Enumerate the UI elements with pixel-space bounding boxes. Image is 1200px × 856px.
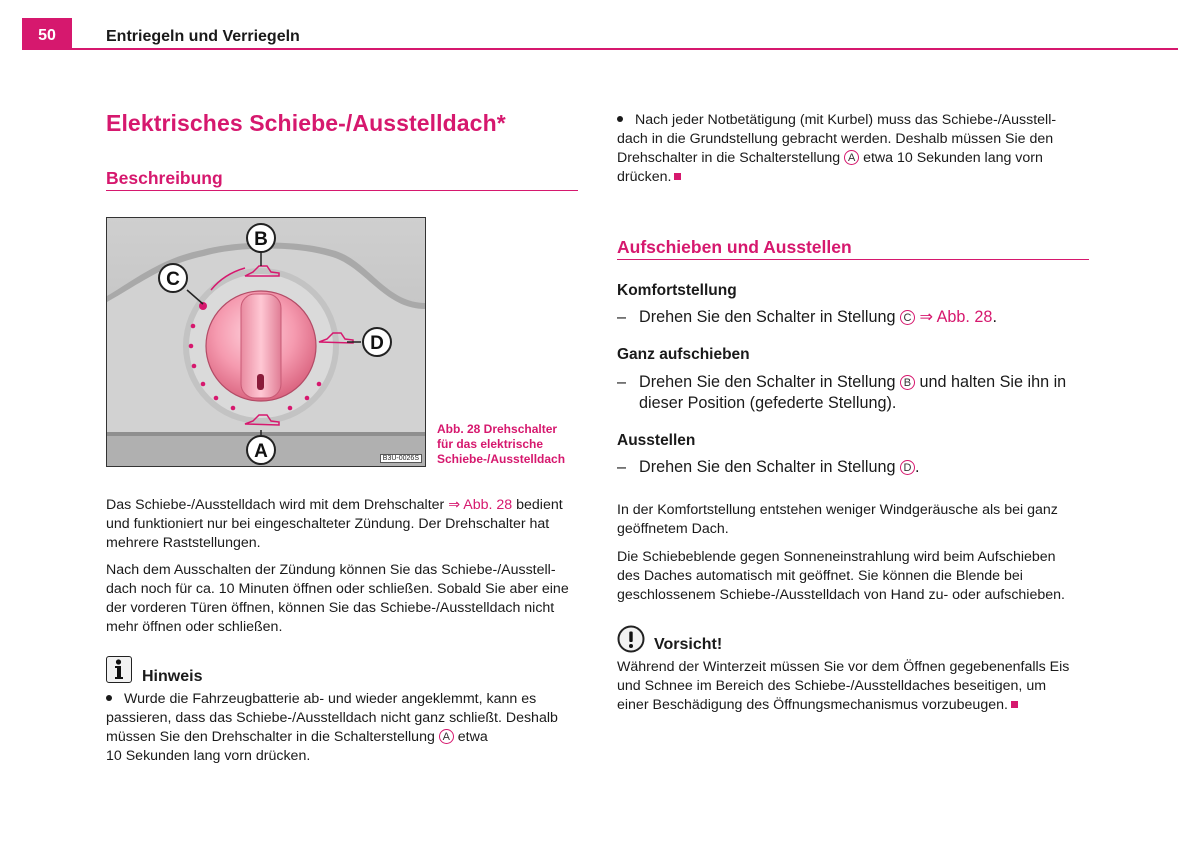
exclamation-icon	[617, 625, 645, 653]
section-heading-aufschieben: Aufschieben und Ausstellen	[617, 237, 852, 257]
bullet	[106, 695, 112, 701]
figure-reference-link[interactable]: ⇒ Abb. 28	[914, 308, 993, 326]
position-marker-b: B	[900, 375, 915, 390]
header-rule	[72, 48, 1178, 50]
step-heading-ganz: Ganz aufschieben	[617, 346, 750, 363]
vorsicht-text: Während der Winterzeit müssen Sie vor dem Öffnen gegebenenfalls Eis und Schnee im Bereich des Schiebe-/Ausstelldaches beseitigen, um einer Beschädigung des Öffnungsmechanismus vorzubeugen.	[617, 659, 1070, 713]
paragraph-description-1: Das Schiebe-/Ausstelldach wird mit dem Drehschalter ⇒ Abb. 28 bedient und funktioniert nur bei eingeschalteter Zündung. Der Drehschalter hat mehrere Raststellungen.	[106, 497, 563, 551]
page-title: Elektrisches Schiebe-/Ausstelldach*	[106, 110, 506, 136]
figure-caption	[437, 422, 565, 467]
step-heading-komfort: Komfortstellung	[617, 282, 737, 299]
page-number: 50	[38, 27, 56, 44]
figure-caption-line: Abb. 28 Drehschalter	[437, 422, 558, 436]
position-marker-c: C	[900, 310, 915, 325]
figure-caption-line: für das elektrische	[437, 437, 544, 451]
vorsicht-title: Vorsicht!	[654, 636, 723, 653]
section-rule	[617, 259, 1089, 260]
figure-label-b: B	[254, 229, 268, 250]
bullet	[617, 116, 623, 122]
hinweis-title: Hinweis	[142, 668, 203, 685]
figure-code: B3U-0026S	[380, 454, 422, 463]
header-title: Entriegeln und Verriegeln	[106, 28, 300, 45]
step-ganz: – Drehen Sie den Schalter in Stellung B und halten Sie ihn in dieser Position (gefederte Stellung).	[617, 373, 1067, 412]
rotary-switch-illustration	[107, 218, 425, 466]
end-mark	[1011, 701, 1018, 708]
paragraph-sunshade-info: Die Schiebeblende gegen Sonneneinstrahlung wird beim Aufschieben des Daches automatisch mit geöffnet. Sie können die Blende bei geschlossenem Schiebe-/Ausstelldach von Hand zu- oder aufschieben.	[617, 549, 1065, 603]
figure-rotary-switch	[106, 217, 426, 467]
paragraph-description-2: Nach dem Ausschalten der Zündung können Sie das Schiebe-/Ausstell- dach noch für ca. 10 Minuten öffnen oder schließen. Sobald Sie aber eine der vorderen Türen öffnen, können Sie das Schiebe-/Ausstelldach nicht mehr öffnen oder schließen.	[106, 562, 569, 635]
section-heading-beschreibung: Beschreibung	[106, 168, 223, 188]
end-mark	[674, 173, 681, 180]
step-ausstellen: – Drehen Sie den Schalter in Stellung D .	[617, 458, 920, 476]
paragraph-comfort-info: In der Komfortstellung entstehen weniger Windgeräusche als bei ganz geöffnetem Dach.	[617, 502, 1058, 537]
step-komfort: – Drehen Sie den Schalter in Stellung C ⇒ Abb. 28.	[617, 308, 997, 326]
position-marker-d: D	[900, 460, 915, 475]
figure-label-c: C	[166, 269, 180, 290]
position-marker-a: A	[844, 150, 859, 165]
figure-caption-line: Schiebe-/Ausstelldach	[437, 452, 566, 466]
hinweis-text: Wurde die Fahrzeugbatterie ab- und wieder angeklemmt, kann es passieren, dass das Schiebe-/Ausstelldach nicht ganz schließt. Deshalb müssen Sie den Drehschalter in die Schalterstellung A etwa 10 Sekunden lang vorn drücken.	[106, 691, 558, 764]
section-rule	[106, 190, 578, 191]
figure-reference-link[interactable]: ⇒ Abb. 28	[448, 497, 513, 513]
figure-label-a: A	[254, 441, 268, 462]
note-emergency-operation: Nach jeder Notbetätigung (mit Kurbel) muss das Schiebe-/Ausstell- dach in die Grundstellung gebracht werden. Deshalb müssen Sie den Drehschalter in die Schalterstellung A etwa 10 Sekunden lang vorn drücken.	[617, 112, 1057, 185]
info-icon	[106, 656, 132, 683]
step-heading-ausstellen: Ausstellen	[617, 432, 696, 449]
figure-label-d: D	[370, 333, 384, 354]
position-marker-a: A	[439, 729, 454, 744]
